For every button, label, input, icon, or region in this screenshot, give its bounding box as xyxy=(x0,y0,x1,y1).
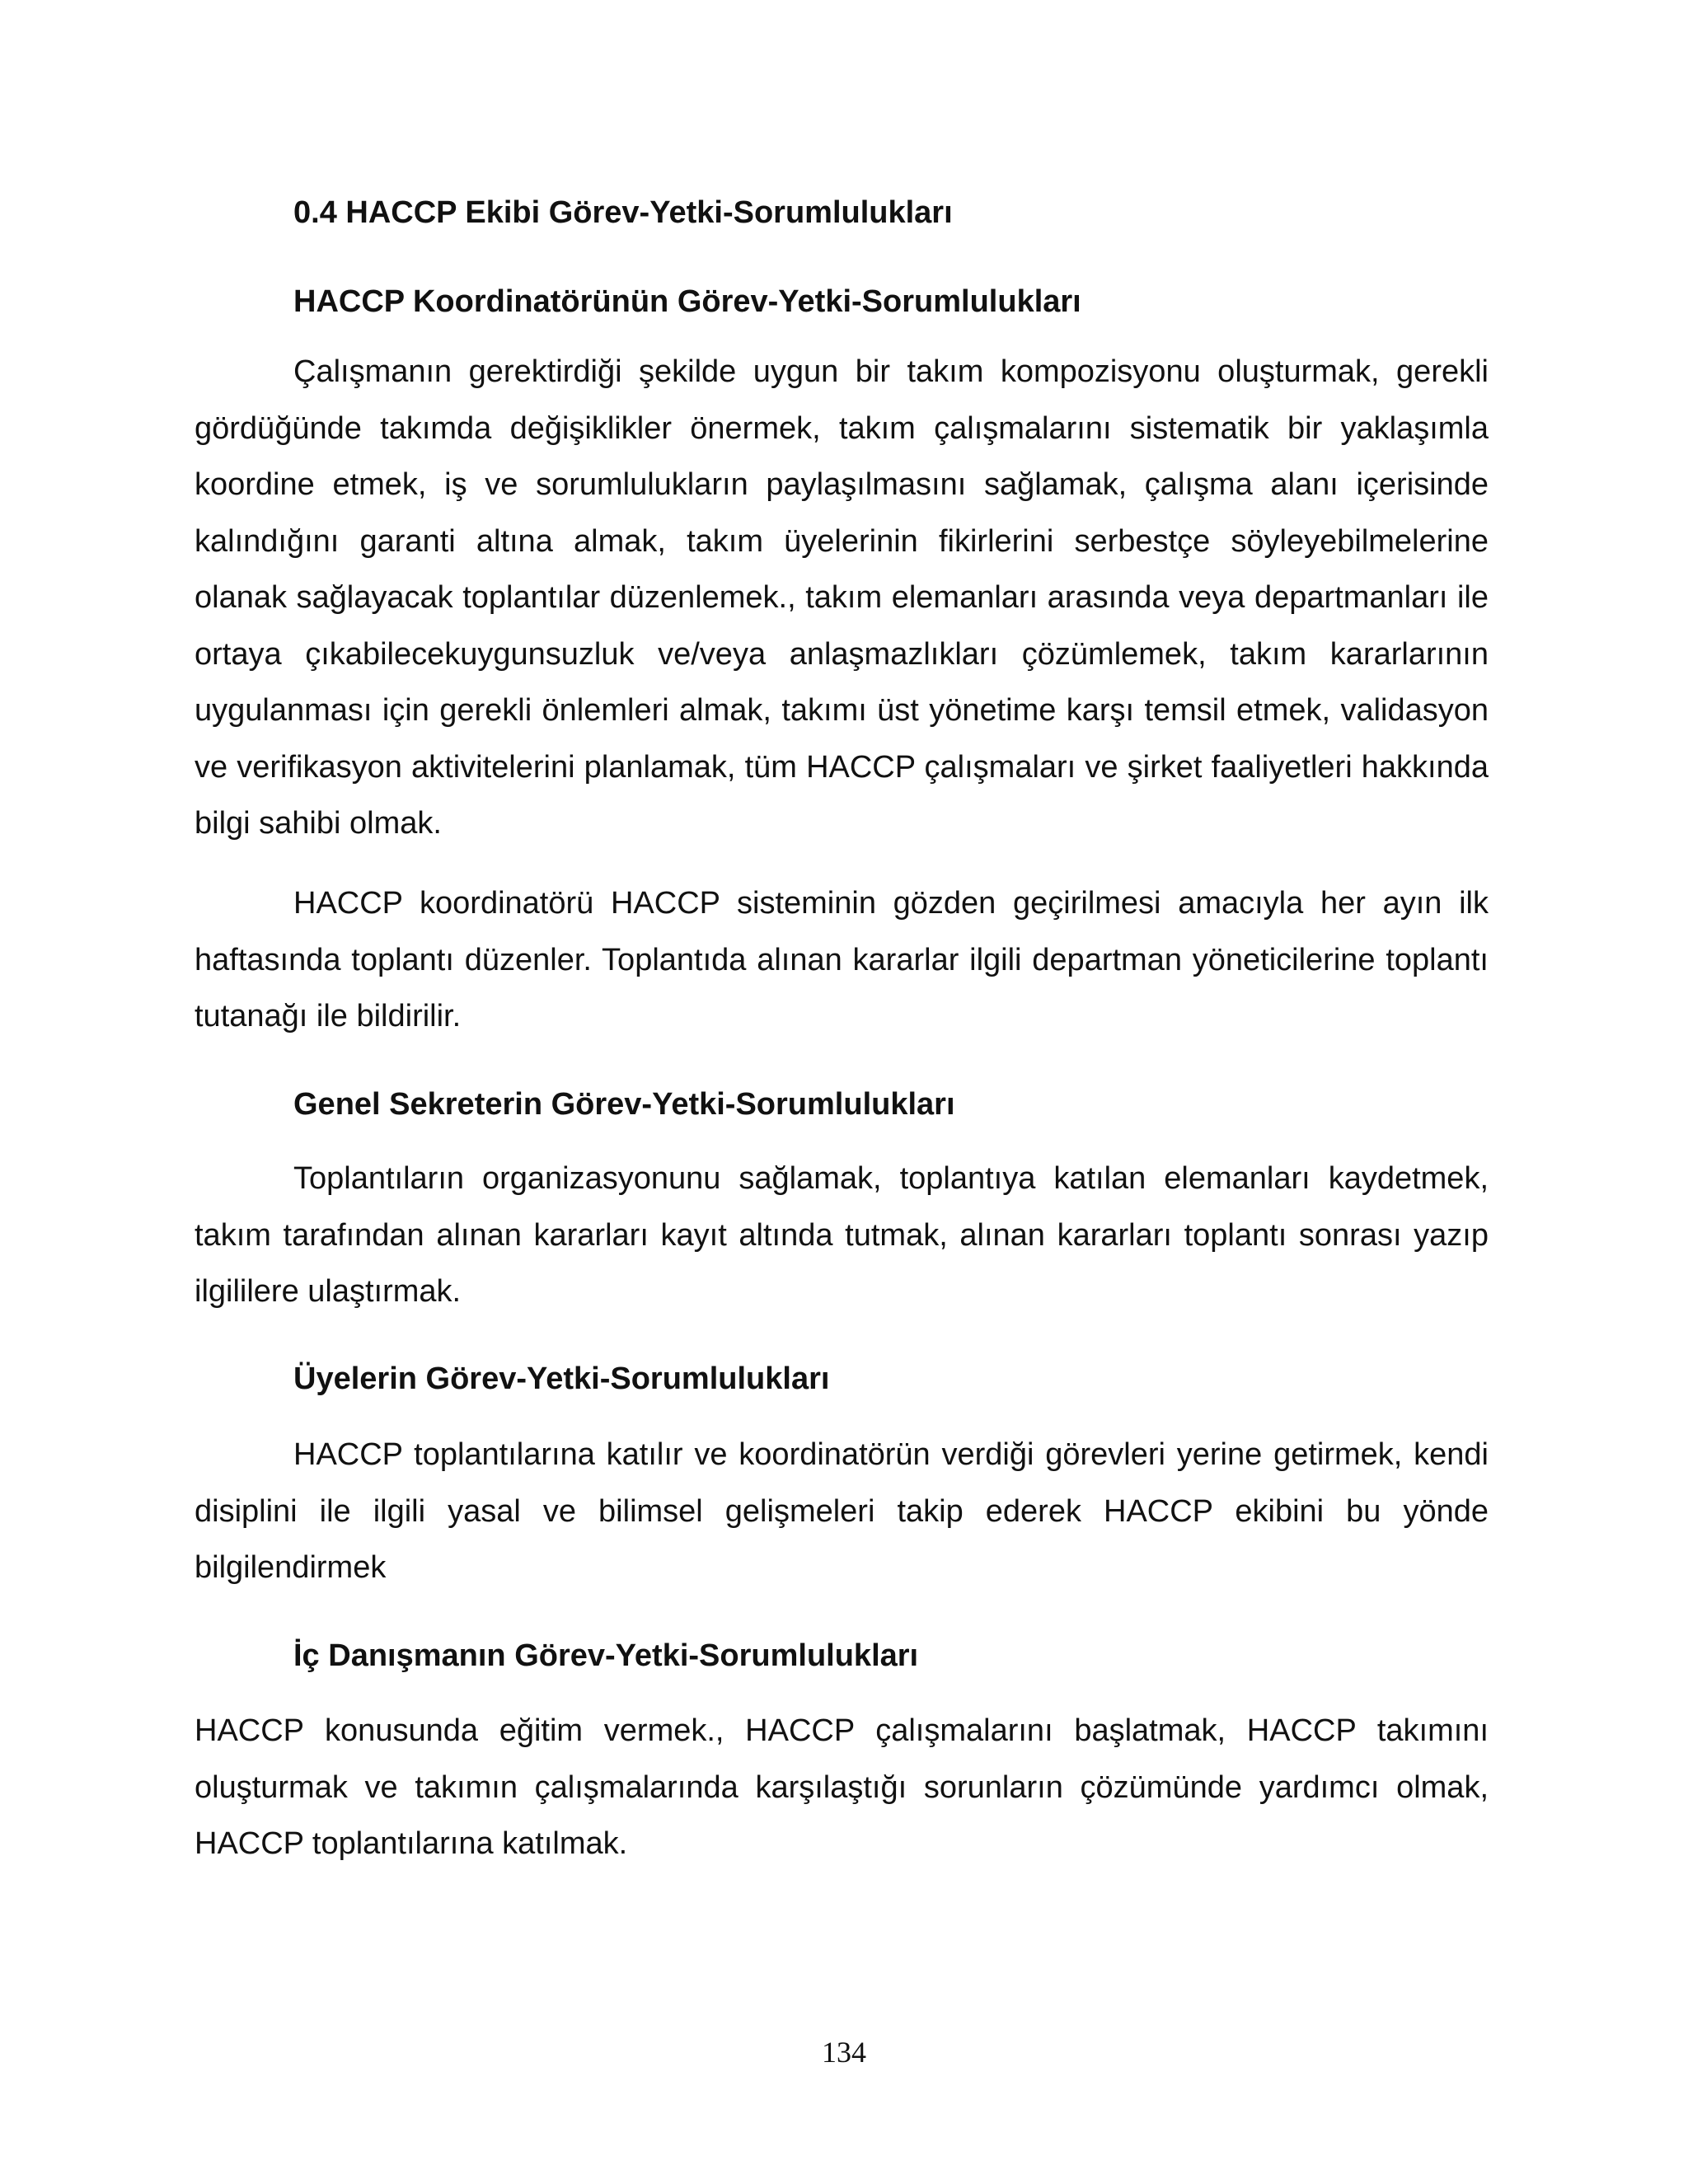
paragraph-internal-consultant: HACCP konusunda eğitim vermek., HACCP çalışmalarını başlatmak, HACCP takımını oluşturmak ve takımın çalışmalarında karşılaştığı sorunların çözümünde yardımcı olmak, HACCP toplantılarına katılmak. xyxy=(195,1713,1489,1861)
page-number: 134 xyxy=(822,2036,866,2069)
paragraph-coordinator-duties: Çalışmanın gerektirdiği şekilde uygun bir takım kompozisyonu oluşturmak, gerekli gördüğünde takımda değişiklikler önermek, takım çalışmalarını sistematik bir yaklaşımla koordine etmek, iş ve sorumlulukların paylaşılmasını sağlamak, çalışma alanı içerisinde kalındığını garanti altına almak, takım üyelerinin fikirlerini serbestçe söyleyebilmelerine olanak sağlayacak toplantılar düzenlemek., takım elemanları arasında veya departmanları ile ortaya çıkabilecekuygunsuzluk ve/veya anlaşmazlıkları çözümlemek, takım kararlarının uygulanması için gerekli önlemleri almak, takımı üst yönetime karşı temsil etmek, validasyon ve verifikasyon aktivitelerini planlamak, tüm HACCP çalışmaları ve şirket faaliyetleri hakkında bilgi sahibi olmak. xyxy=(195,354,1489,841)
heading-internal-consultant: İç Danışmanın Görev-Yetki-Sorumlulukları xyxy=(293,1638,919,1673)
paragraph-coordinator-meetings: HACCP koordinatörü HACCP sisteminin gözden geçirilmesi amacıyla her ayın ilk haftasında toplantı düzenler. Toplantıda alınan kararlar ilgili departman yöneticilerine toplantı tutanağı ile bildirilir. xyxy=(195,886,1489,1033)
paragraph-general-secretary: Toplantıların organizasyonunu sağlamak, toplantıya katılan elemanları kaydetmek, takım tarafından alınan kararları kayıt altında tutmak, alınan kararları toplantı sonrası yazıp ilgililere ulaştırmak. xyxy=(195,1161,1489,1309)
section-title: 0.4 HACCP Ekibi Görev-Yetki-Sorumlulukları xyxy=(293,195,953,230)
document-page xyxy=(195,0,1489,2184)
heading-members: Üyelerin Görev-Yetki-Sorumlulukları xyxy=(293,1361,830,1396)
heading-coordinator: HACCP Koordinatörünün Görev-Yetki-Sorumlulukları xyxy=(293,284,1081,319)
heading-general-secretary: Genel Sekreterin Görev-Yetki-Sorumlulukları xyxy=(293,1087,955,1122)
paragraph-members: HACCP toplantılarına katılır ve koordinatörün verdiği görevleri yerine getirmek, kendi disiplini ile ilgili yasal ve bilimsel gelişmeleri takip ederek HACCP ekibini bu yönde bilgilendirmek xyxy=(195,1437,1489,1585)
